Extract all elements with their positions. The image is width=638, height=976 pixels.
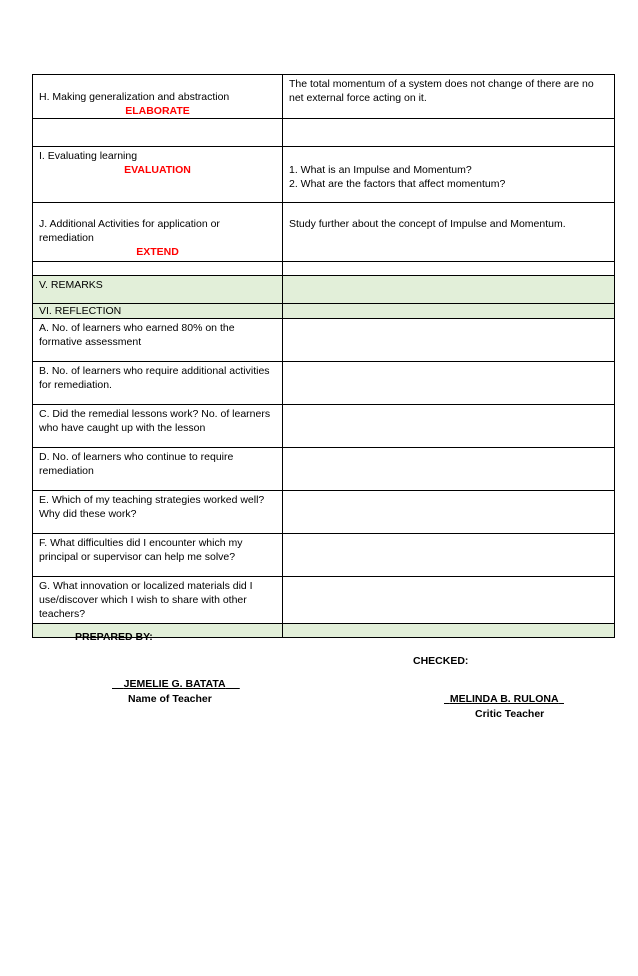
i-question-2: 2. What are the factors that affect momentum? (289, 178, 506, 190)
item-a: A. No. of learners who earned 80% on the formative assessment (33, 319, 283, 362)
item-b: B. No. of learners who require additional activities for remediation. (33, 362, 283, 405)
i-label: I. Evaluating learning (39, 150, 138, 162)
prepared-by-label: PREPARED BY: (75, 631, 153, 643)
answer-f (283, 534, 615, 577)
item-e: E. Which of my teaching strategies worked well? Why did these work? (33, 491, 283, 534)
critic-signature-line (444, 692, 564, 706)
answer-a (283, 319, 615, 362)
checked-label: CHECKED: (413, 655, 469, 667)
item-d: D. No. of learners who continue to require remediation (33, 448, 283, 491)
answer-e (283, 491, 615, 534)
lesson-plan-table (32, 74, 615, 638)
row-e (33, 491, 615, 534)
blank-cell (283, 119, 615, 147)
cell-h-label (33, 75, 283, 119)
teacher-signature-line (112, 677, 240, 691)
teacher-name (112, 678, 240, 690)
cell-i-content (283, 147, 615, 203)
j-content: Study further about the concept of Impulse and Momentum. (283, 203, 615, 262)
answer-b (283, 362, 615, 405)
row-i (33, 147, 615, 203)
critic-role: Critic Teacher (475, 708, 545, 720)
cell-i-label (33, 147, 283, 203)
row-a (33, 319, 615, 362)
blank-cell (33, 624, 283, 638)
critic-name-text: MELINDA B. RULONA (449, 693, 559, 705)
i-tag-evaluation: EVALUATION (124, 164, 191, 176)
row-blank-2 (33, 262, 615, 276)
j-tag-extend: EXTEND (136, 246, 179, 258)
teacher-name-text: JEMELIE G. BATATA (123, 678, 226, 690)
blank-cell (33, 119, 283, 147)
answer-c (283, 405, 615, 448)
h-label: H. Making generalization and abstraction (39, 91, 230, 103)
item-c: C. Did the remedial lessons work? No. of learners who have caught up with the lesson (33, 405, 283, 448)
row-h (33, 75, 615, 119)
blank-cell (33, 262, 283, 276)
row-j (33, 203, 615, 262)
blank-cell (283, 624, 615, 638)
row-g (33, 577, 615, 624)
reflection-heading: VI. REFLECTION (33, 304, 283, 319)
row-f (33, 534, 615, 577)
answer-d (283, 448, 615, 491)
row-remarks (33, 276, 615, 304)
cell-j-label (33, 203, 283, 262)
blank-cell (283, 262, 615, 276)
h-tag-elaborate: ELABORATE (125, 105, 190, 117)
item-f: F. What difficulties did I encounter which my principal or supervisor can help me solve? (33, 534, 283, 577)
h-content: The total momentum of a system does not change of there are no net external force acting on it. (283, 75, 615, 119)
row-blank-1 (33, 119, 615, 147)
remarks-value (283, 276, 615, 304)
j-label: J. Additional Activities for application or remediation (39, 218, 220, 244)
teacher-role: Name of Teacher (128, 693, 212, 705)
row-d (33, 448, 615, 491)
answer-g (283, 577, 615, 624)
item-g: G. What innovation or localized materials did I use/discover which I wish to share with other teachers? (33, 577, 283, 624)
i-question-1: 1. What is an Impulse and Momentum? (289, 164, 472, 176)
row-c (33, 405, 615, 448)
reflection-value (283, 304, 615, 319)
critic-name (444, 693, 564, 705)
row-b (33, 362, 615, 405)
row-reflection (33, 304, 615, 319)
remarks-heading: V. REMARKS (33, 276, 283, 304)
